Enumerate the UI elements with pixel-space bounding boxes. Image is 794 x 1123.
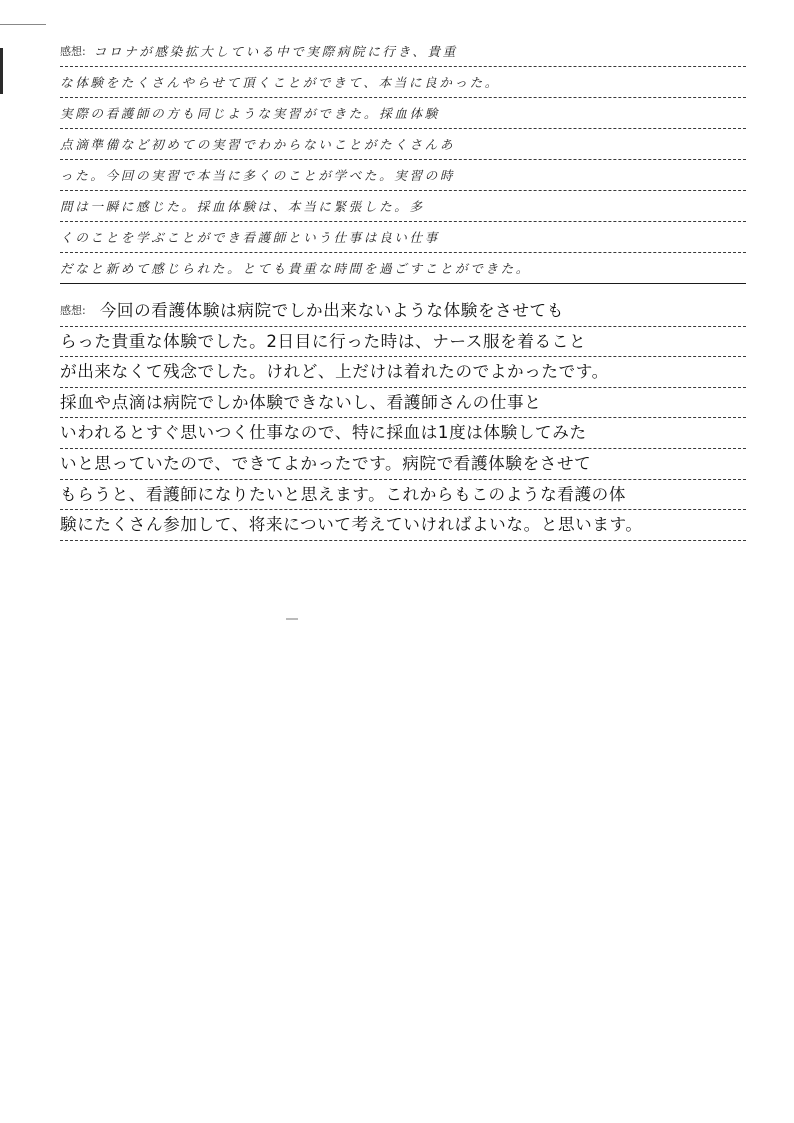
line-text: 験にたくさん参加して、将来について考えていければよいな。と思います。 <box>60 515 643 535</box>
line-text: いわれるとすぐ思いつく仕事なので、特に採血は1度は体験してみた <box>60 423 587 443</box>
handwritten-line <box>60 253 746 284</box>
line-text: 実際の看護師の方も同じような実習ができた。採血体験 <box>60 106 440 121</box>
scan-edge-left <box>0 48 3 94</box>
line-text: 点滴準備など初めての実習でわからないことがたくさんあ <box>60 137 456 152</box>
line-text: が出来なくて残念でした。けれど、上だけは着れたのでよかったです。 <box>60 362 609 382</box>
line-text: 今回の看護体験は病院でしか出来ないような体験をさせても <box>99 301 564 320</box>
handwritten-line <box>60 418 746 449</box>
handwritten-line <box>60 449 746 480</box>
line-text: らった貴重な体験でした。2日目に行った時は、ナース服を着ること <box>60 331 587 351</box>
handwritten-line <box>60 98 746 129</box>
line-text: もらうと、看護師になりたいと思えます。これからもこのような看護の体 <box>60 484 627 504</box>
handwritten-line <box>60 36 746 67</box>
line-text: な体験をたくさんやらせて頂くことができて、本当に良かった。 <box>60 75 500 90</box>
line-text: だなと新めて感じられた。とても貴重な時間を過ごすことができた。 <box>60 261 532 276</box>
handwritten-line <box>60 327 746 358</box>
line-text: いと思っていたので、できてよかったです。病院で看護体験をさせて <box>60 453 592 473</box>
handwritten-line <box>60 388 746 419</box>
handwritten-line <box>60 510 746 541</box>
line-text: コロナが感染拡大している中で実際病院に行き、貴重 <box>93 44 458 59</box>
section-label: 感想: <box>60 304 86 317</box>
handwritten-line <box>60 129 746 160</box>
handwritten-line <box>60 296 746 327</box>
handwritten-line <box>60 160 746 191</box>
reflection-section-2 <box>60 296 746 541</box>
handwritten-line <box>60 480 746 511</box>
handwritten-line <box>60 191 746 222</box>
handwritten-line <box>60 357 746 388</box>
line-text: 間は一瞬に感じた。採血体験は、本当に緊張した。多 <box>60 199 425 214</box>
scan-edge-top <box>0 24 46 25</box>
stray-mark <box>286 618 298 620</box>
line-text: 採血や点滴は病院でしか体験できないし、看護師さんの仕事と <box>60 392 542 412</box>
handwritten-line <box>60 67 746 98</box>
handwritten-line <box>60 222 746 253</box>
line-text: くのことを学ぶことができ看護師という仕事は良い仕事 <box>60 230 440 245</box>
section-label: 感想: <box>60 45 86 58</box>
reflection-section-1 <box>60 36 746 284</box>
line-text: った。今回の実習で本当に多くのことが学べた。実習の時 <box>60 168 456 183</box>
